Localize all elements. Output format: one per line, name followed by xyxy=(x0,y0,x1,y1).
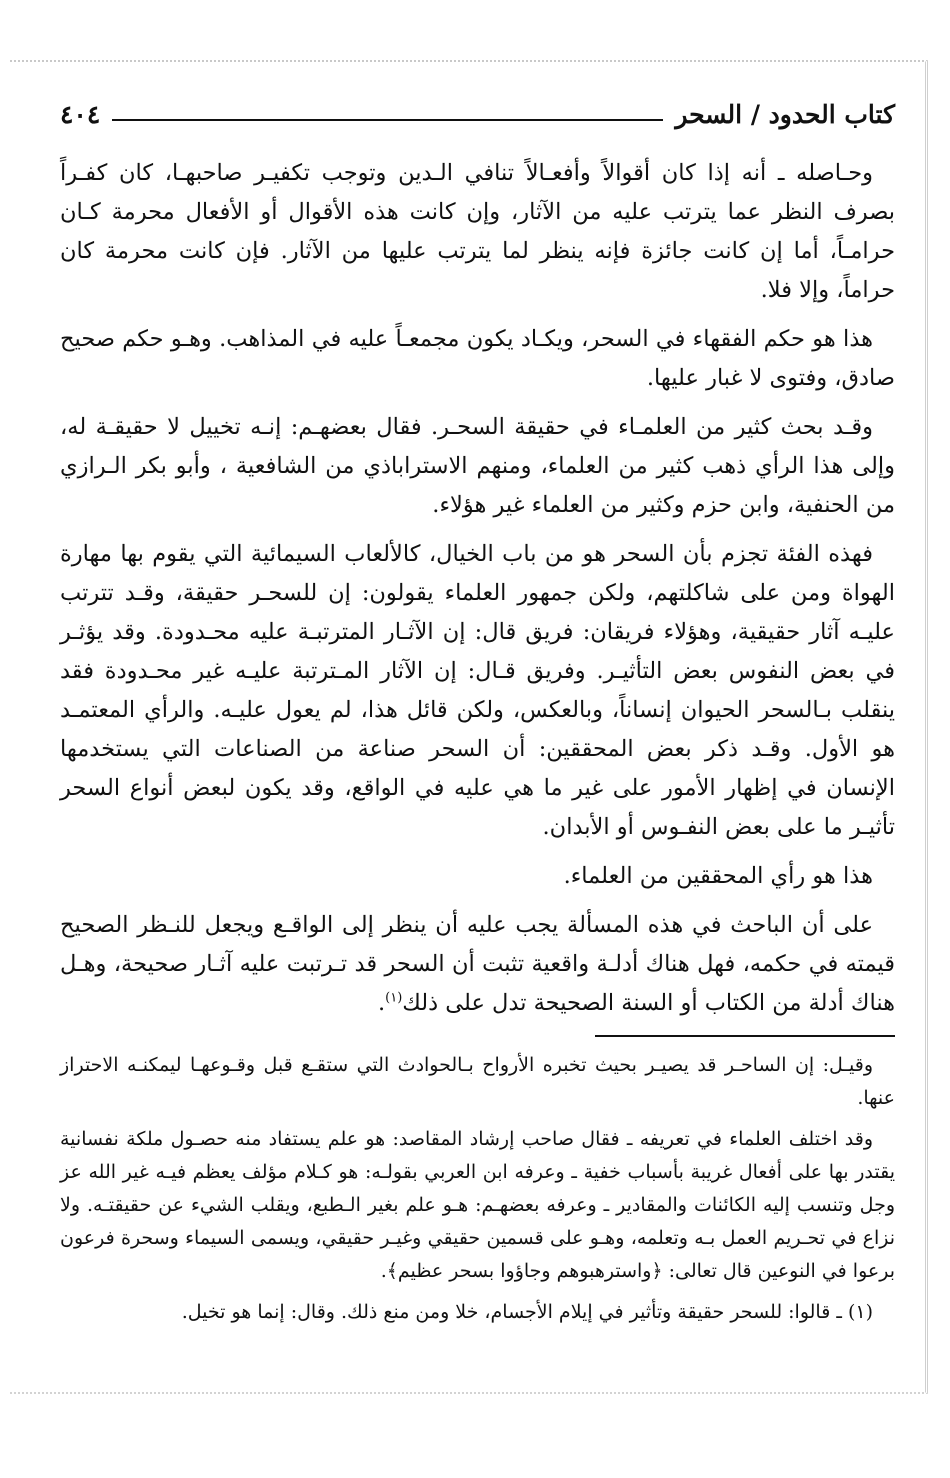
footnote-marker: (١) xyxy=(385,990,403,1006)
book-page xyxy=(60,92,895,1337)
paragraph: وحـاصله ـ أنه إذا كان أقوالاً وأفعـالاً تنافي الـدين وتوجب تكفيـر صاحبهـا، كان كفـراً بصرف النظر عما يترتب عليه من الآثار، وإن كانت هذه الأقوال أو الأفعال محرمة كـان حرامـاً، أما إن كانت جائزة فإنه ينظر لما يترتب عليها من الآثار. فإن كانت محرمة كان حراماً، وإلا فلا. xyxy=(60,160,895,303)
footnotes xyxy=(60,1049,895,1329)
running-title: كتاب الحدود / السحر xyxy=(675,99,895,129)
footnote: وقيـل: إن الساحـر قد يصيـر بحيث تخبره الأرواح بـالحوادث التي ستقـع قبل وقـوعهـا ليمكنـه الاحتراز عنها. xyxy=(60,1054,895,1109)
paragraph-end: . xyxy=(377,990,386,1016)
footnote: (١) ـ قالوا: للسحر حقيقة وتأثير في إيلام الأجسام، خلا ومن منع ذلك. وقال: إنما هو تخيل. xyxy=(181,1301,873,1323)
paragraph: فهذه الفئة تجزم بأن السحر هو من باب الخيال، كالألعاب السيمائية التي يقوم بها مهارة الهواة ومن على شاكلتهم، ولكن جمهور العلماء يقولون: إن للسحـر حقيقة، وقـد تترتب عليـه آثار حقيقية، وهؤلاء فريقان: فريق قال: إن الآثـار المترتبـة عليه محـدودة. وقد يؤثـر في بعض النفوس بعض التأثيـر. وفريق قـال: إن الآثار المـترتبة عليـه غير محـدودة فقد ينقلب بـالسحر الحيوان إنساناً، وبالعكس، ولكن قائل هذا، لم يعول عليـه. والرأي المعتمـد هو الأول. وقـد ذكر بعض المحققين: أن السحر صناعة من الصناعات التي يستخدمها الإنسان في إظهار الأمور على غير ما هي عليه في الواقع، وقد يكون لبعض أنواع السحر تأثيـر ما على بعض النفـوس أو الأبدان. xyxy=(60,541,895,840)
main-text xyxy=(60,154,895,1023)
paragraph xyxy=(60,906,895,1023)
paragraph: وقـد بحث كثير من العلمـاء في حقيقة السحـر. فقال بعضهـم: إنـه تخييل لا حقيقـة له، وإلى هذا الرأي ذهب كثير من العلماء، ومنهم الاستراباذي من الشافعية ، وأبو بكر الـرازي من الحنفية، وابن حزم وكثير من العلماء غير هؤلاء. xyxy=(60,414,895,518)
header-rule xyxy=(112,119,663,121)
page-number: ٤٠٤ xyxy=(60,99,101,129)
paragraph: هذا هو رأي المحققين من العلماء. xyxy=(563,863,873,889)
footnote: وقد اختلف العلماء في تعريفه ـ فقال صاحب إرشاد المقاصد: هو علم يستفاد منه حصـول ملكة نفسانية يقتدر بها على أفعال غريبة بأسباب خفية ـ وعرفه ابن العربي بقولـه: هو كـلام مؤلف يعظم فيـه غير الله عز وجل وتنسب إليه الكائنات والمقادير ـ وعرفه بعضهـم: هـو علم بغير الـطبع، ويقلب الشيء عن حقيقتـه. ولا نزاع في تحـريم العمل بـه وتعلمه، وهـو على قسمين حقيقي وغيـر حقيقي، ويسمى السيماء وسحرة فرعون برعوا في النوعين قال تعالى: ﴿واسترهبوهم وجاؤوا بسحر عظيم﴾. xyxy=(60,1128,895,1282)
paragraph: هذا هو حكم الفقهاء في السحر، ويكـاد يكون مجمعـاً عليه في المذاهب. وهـو حكم صحيح صادق، وفتوى لا غبار عليها. xyxy=(60,326,895,391)
paragraph-text: على أن الباحث في هذه المسألة يجب عليه أن ينظر إلى الواقـع ويجعل للنـظر الصحيح قيمته في حكمه، فهل هناك أدلـة واقعية تثبت أن السحر قد تـرتبت عليه آثـار صحيحة، وهـل هناك أدلة من الكتاب أو السنة الصحيحة تدل على ذلك xyxy=(60,912,895,1016)
footnote-separator xyxy=(595,1035,895,1037)
page-header xyxy=(60,92,895,136)
